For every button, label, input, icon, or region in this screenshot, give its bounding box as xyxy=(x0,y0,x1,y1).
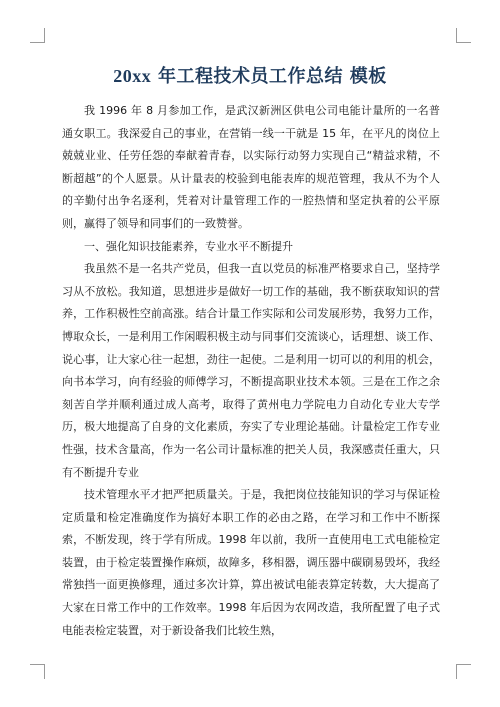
paragraph-learning: 我虽然不是一名共产党员，但我一直以党员的标准严格要求自己，坚持学习从不放松。我知道，思想进步是做好一切工作的基础，我不断获取知识的营养，工作积极性空前高涨。结合计量工作实际和公司发展形势，我努力工作，博取众长，一是利用工作闲暇积极主动与同事们交流谈心，话理想、谈工作、说心事，让大家心往一起想，劲往一起使。二是利用一切可以的利用的机会，向书本学习，向有经验的师傅学习，不断提高职业技术本领。三是在工作之余刻苦自学并顺利通过成人高考，取得了黄州电力学院电力自动化专业大专学历，极大地提高了自身的文化素质，夯实了专业理论基础。计量检定工作专业性强，技术含量高，作为一名公司计量标准的把关人员，我深感责任重大，只有不断提升专业 xyxy=(62,262,440,479)
title-text: 年工程技术员工作总结 模板 xyxy=(151,66,387,87)
document-body xyxy=(62,100,440,642)
crop-mark-bottom-right xyxy=(456,664,471,679)
crop-mark-bottom-left xyxy=(30,664,45,679)
crop-mark-top-right xyxy=(456,28,471,43)
title-year: 20xx xyxy=(113,66,152,86)
paragraph-intro: 我 1996 年 8 月参加工作，是武汉新洲区供电公司电能计量所的一名普通女职工。我深爱自己的事业，在营销一线一干就是 15 年，在平凡的岗位上兢兢业业、任劳任怨的奉献着青春，以实际行动努力实现自己“精益求精，不断超越”的个人愿景。从计量表的校验到电能表库的规范管理，我从不为个人的辛勤付出争名逐利，凭着对计量管理工作的一腔热情和坚定执着的公平原则，赢得了领导和同事们的一致赞誉。 xyxy=(62,104,440,230)
document-title xyxy=(0,62,500,88)
section-heading: 一、强化知识技能素养，专业水平不断提升 xyxy=(84,239,293,253)
paragraph-technical: 技术管理水平才把严把质量关。于是，我把岗位技能知识的学习与保证检定质量和检定准确度作为搞好本职工作的必由之路，在学习和工作中不断探索，不断发现，终于学有所成。1998 年以前，我所一直使用电工式电能检定装置，由于检定装置操作麻烦，故障多，移相器，调压器中碳刷易毁坏，我经常独挡一面更换修理，通过多次计算，算出被试电能表算定转数，大大提高了大家在日常工作中的工作效率。1998 年后因为农网改造，我所配置了电子式电能表检定装置，对于新设备我们比较生熟， xyxy=(62,488,440,637)
crop-mark-top-left xyxy=(30,28,45,43)
